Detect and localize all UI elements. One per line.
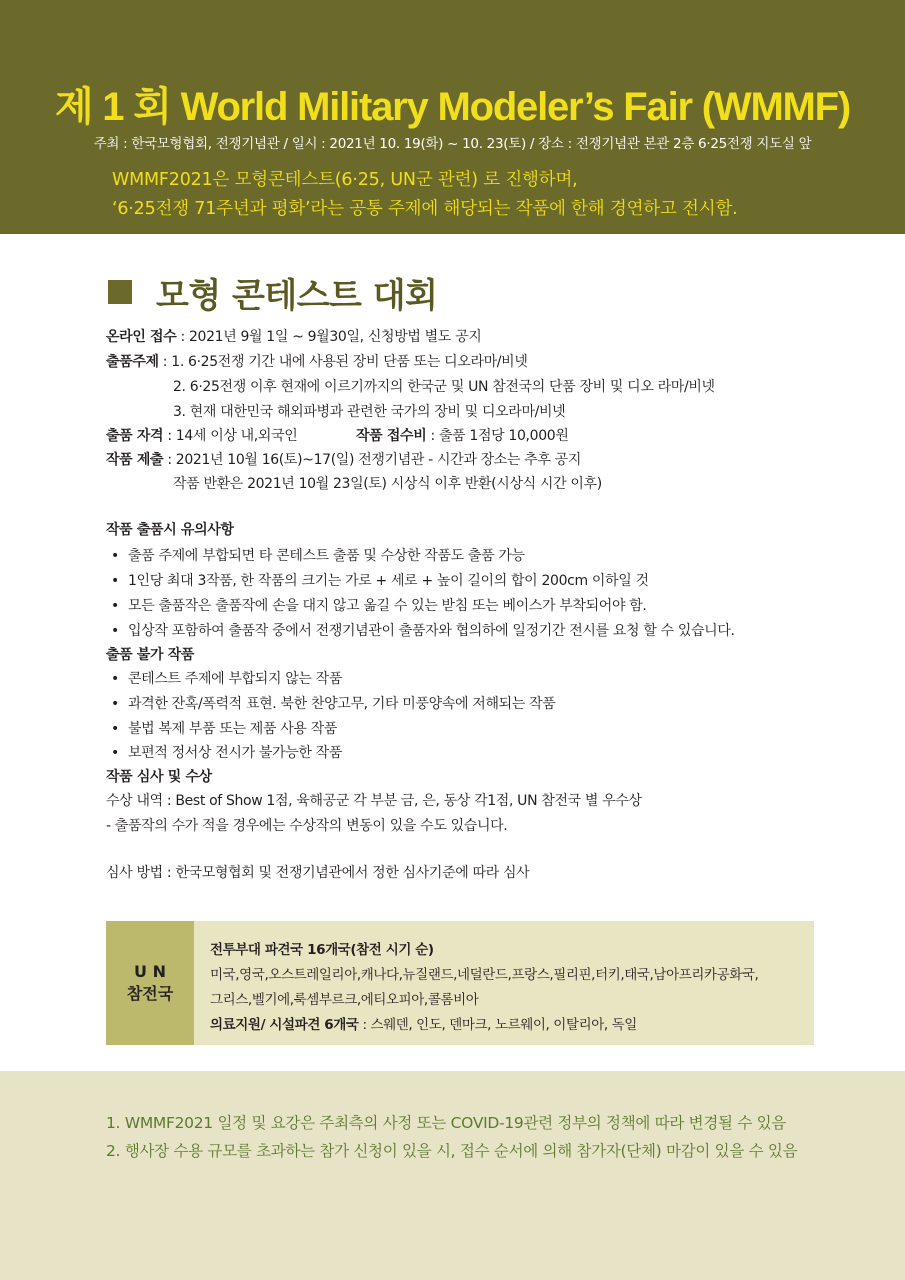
- square-bullet-icon: [108, 280, 132, 304]
- theme-item: : 1. 6·25전쟁 기간 내에 사용된 장비 단품 또는 디오라마/비넷: [158, 354, 528, 370]
- medical-row: [210, 1013, 637, 1033]
- submission-value: : 2021년 10월 16(토)~17(일) 전쟁기념관 - 시간과 장소는 추후 공지: [163, 452, 582, 468]
- footer-notes: [0, 1071, 905, 1280]
- caution-item: • 출품 주제에 부합되면 타 콘테스트 출품 및 수상한 작품도 출품 가능: [106, 545, 525, 565]
- prohibited-item: • 과격한 잔혹/폭력적 표현. 북한 찬양고무, 기타 미풍양속에 저해되는 작품: [106, 693, 555, 713]
- section-title: 모형 콘테스트 대회: [156, 275, 438, 316]
- awards-note: - 출품작의 수가 적을 경우에는 수상작의 변동이 있을 수도 있습니다.: [106, 818, 508, 834]
- fee-label: 작품 접수비: [356, 428, 427, 444]
- theme-item: 3. 현재 대한민국 해외파병과 관련한 국가의 장비 및 디오라마/비넷: [173, 404, 566, 420]
- intro-line: ‘6·25전쟁 71주년과 평화’라는 공통 주제에 해당되는 작품에 한해 경연하고 전시함.: [112, 199, 738, 219]
- intro-text: [112, 166, 892, 224]
- page-title: 제 1 회 World Military Modeler’s Fair (WMMF): [54, 85, 851, 129]
- return-info: 작품 반환은 2021년 10월 23일(토) 시상식 이후 반환(시상식 시간 이후): [173, 476, 602, 492]
- judging-title: 작품 심사 및 수상: [106, 769, 212, 785]
- footer-note: 2. 행사장 수용 규모를 초과하는 참가 신청이 있을 시, 접수 순서에 의해 참가자(단체) 마감이 있을 수 있음: [106, 1142, 798, 1160]
- online-label: 온라인 접수: [106, 329, 177, 345]
- theme-label: 출품주제: [106, 354, 159, 370]
- medical-label: 의료지원/ 시설파견 6개국: [210, 1017, 359, 1033]
- header-banner: [0, 0, 905, 234]
- qualification-value: : 14세 이상 내,외국인: [163, 428, 298, 444]
- submission-row: [106, 449, 581, 469]
- section-heading: [108, 268, 437, 316]
- submission-label: 작품 제출: [106, 452, 164, 468]
- caution-item: • 1인당 최대 3작품, 한 작품의 크기는 가로 + 세로 + 높이 길이의 합이 200cm 이하일 것: [106, 570, 649, 590]
- combat-title: 전투부대 파견국 16개국(참전 시기 순): [210, 942, 434, 958]
- fee-value: : 출품 1점당 10,000원: [426, 428, 569, 444]
- online-registration: [106, 326, 481, 346]
- qualification-label: 출품 자격: [106, 428, 164, 444]
- fee-row: [356, 425, 569, 445]
- prohibited-item: • 불법 복제 부품 또는 제품 사용 작품: [106, 718, 337, 738]
- cautions-title: 작품 출품시 유의사항: [106, 522, 234, 538]
- un-label-line: U N: [134, 962, 166, 981]
- theme-item: 2. 6·25전쟁 이후 현재에 이르기까지의 한국군 및 UN 참전국의 단품 장비 및 디오 라마/비넷: [173, 379, 715, 395]
- un-label: [106, 921, 194, 1045]
- theme-row: [106, 351, 528, 371]
- online-value: : 2021년 9월 1일 ~ 9월30일, 신청방법 별도 공지: [176, 329, 482, 345]
- qualification-row: [106, 425, 297, 445]
- un-label-line: 참전국: [126, 984, 174, 1003]
- medical-value: : 스웨덴, 인도, 덴마크, 노르웨이, 이탈리아, 독일: [358, 1017, 637, 1033]
- caution-item: • 입상작 포함하여 출품작 중에서 전쟁기념관이 출품자와 협의하에 일정기간 전시를 요청 할 수 있습니다.: [106, 620, 735, 640]
- footer-note: 1. WMMF2021 일정 및 요강은 주최측의 사정 또는 COVID-19관련 정부의 정책에 따라 변경될 수 있음: [106, 1114, 786, 1132]
- prohibited-title: 출품 불가 작품: [106, 647, 195, 663]
- judging-method: 심사 방법 : 한국모형협회 및 전쟁기념관에서 정한 심사기준에 따라 심사: [106, 865, 530, 881]
- awards-text: 수상 내역 : Best of Show 1점, 육해공군 각 부분 금, 은, 동상 각1점, UN 참전국 별 우수상: [106, 793, 642, 809]
- intro-line: WMMF2021은 모형콘테스트(6·25, UN군 관련) 로 진행하며,: [112, 170, 578, 190]
- un-countries-box: [106, 921, 814, 1045]
- combat-countries: 그리스,벨기에,룩셈부르크,에티오피아,콜롬비아: [210, 992, 479, 1008]
- prohibited-item: • 콘테스트 주제에 부합되지 않는 작품: [106, 668, 342, 688]
- event-info: 주최 : 한국모형협회, 전쟁기념관 / 일시 : 2021년 10. 19(화) ~ 10. 23(토) / 장소 : 전쟁기념관 본관 2층 6·25전쟁 지도실 앞: [93, 136, 812, 152]
- caution-item: • 모든 출품작은 출품작에 손을 대지 않고 옮길 수 있는 받침 또는 베이스가 부착되어야 함.: [106, 595, 647, 615]
- combat-countries: 미국,영국,오스트레일리아,캐나다,뉴질랜드,네덜란드,프랑스,필리핀,터키,태국,남아프리카공화국,: [210, 967, 759, 983]
- prohibited-item: • 보편적 정서상 전시가 불가능한 작품: [106, 742, 342, 762]
